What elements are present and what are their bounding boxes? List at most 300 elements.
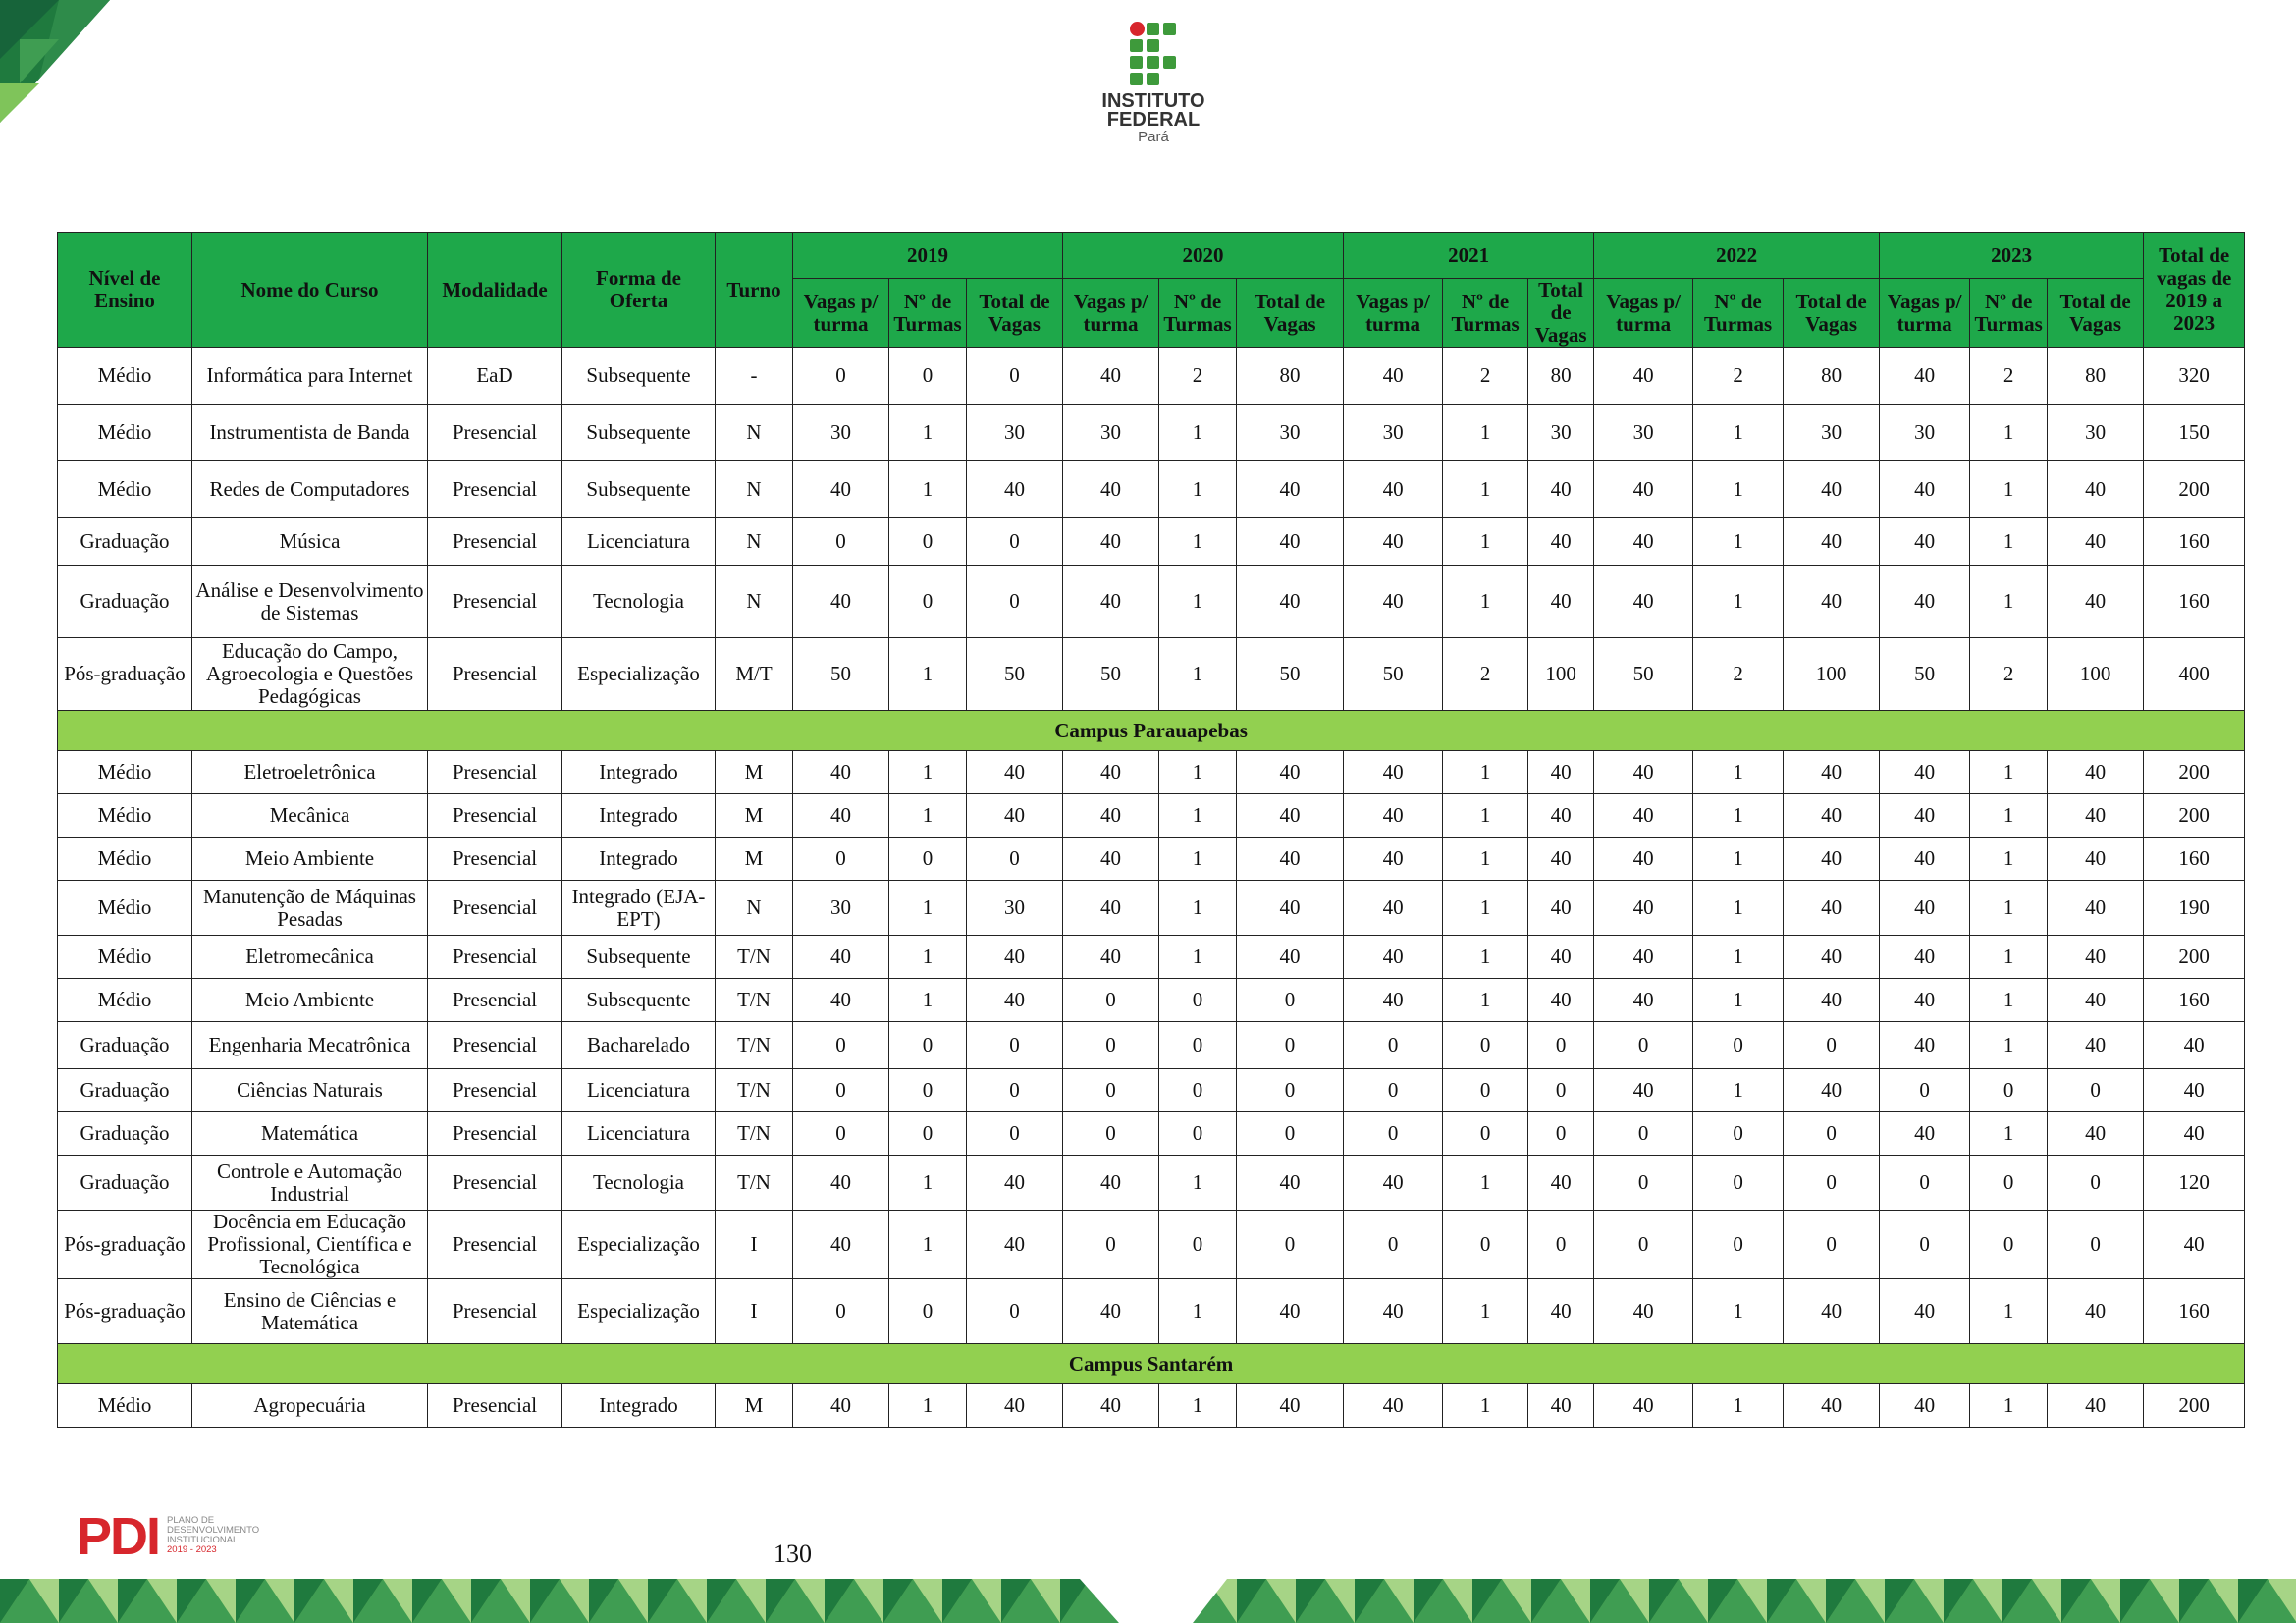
table-cell: 30 — [793, 405, 889, 461]
table-cell: Presencial — [428, 1211, 562, 1279]
table-cell: 40 — [2048, 881, 2144, 936]
table-cell: T/N — [716, 1069, 793, 1112]
table-cell: 1 — [1443, 566, 1528, 638]
table-cell: 40 — [1528, 838, 1594, 881]
table-cell: 0 — [793, 838, 889, 881]
table-cell: 1 — [1693, 1279, 1784, 1344]
table-cell: 0 — [1594, 1112, 1693, 1156]
table-cell: N — [716, 881, 793, 936]
table-cell: Graduação — [58, 1112, 192, 1156]
table-cell: 0 — [967, 1112, 1063, 1156]
table-body — [58, 348, 2245, 1428]
table-cell: 1 — [1443, 979, 1528, 1022]
table-cell: T/N — [716, 1156, 793, 1211]
table-cell: 1 — [1970, 936, 2048, 979]
table-cell: 40 — [1784, 751, 1880, 794]
table-cell: Presencial — [428, 1112, 562, 1156]
table-cell: Agropecuária — [192, 1384, 428, 1428]
table-cell: Médio — [58, 979, 192, 1022]
table-cell: 0 — [793, 348, 889, 405]
table-cell: 40 — [1237, 751, 1344, 794]
table-cell: 1 — [1693, 838, 1784, 881]
table-cell: 1 — [1159, 1384, 1237, 1428]
table-cell: 0 — [967, 566, 1063, 638]
table-cell: 200 — [2144, 1384, 2245, 1428]
table-cell: 2 — [1693, 348, 1784, 405]
table-cell: 1 — [1159, 838, 1237, 881]
table-cell: Médio — [58, 936, 192, 979]
table-cell: 0 — [1880, 1069, 1970, 1112]
header-modalidade: Modalidade — [428, 233, 562, 348]
table-cell: 40 — [1237, 881, 1344, 936]
table-cell: 40 — [1594, 348, 1693, 405]
header-total-vagas: Total de Vagas — [1784, 279, 1880, 348]
table-cell: 200 — [2144, 461, 2245, 518]
table-cell: 40 — [1528, 881, 1594, 936]
table-cell: 40 — [1528, 1384, 1594, 1428]
table-cell: Integrado — [562, 794, 716, 838]
table-cell: 1 — [1443, 518, 1528, 566]
table-cell: 160 — [2144, 979, 2245, 1022]
table-cell: Presencial — [428, 1156, 562, 1211]
table-cell: 40 — [793, 1384, 889, 1428]
table-cell: 0 — [1063, 1211, 1159, 1279]
table-cell: 1 — [1693, 794, 1784, 838]
table-cell: 40 — [1528, 461, 1594, 518]
table-cell: 40 — [967, 1211, 1063, 1279]
table-row — [58, 794, 2245, 838]
table-cell: 80 — [1784, 348, 1880, 405]
table-cell: 40 — [1880, 838, 1970, 881]
table-cell: Bacharelado — [562, 1022, 716, 1069]
table-cell: Eletroeletrônica — [192, 751, 428, 794]
table-cell: 40 — [1528, 936, 1594, 979]
table-row — [58, 1069, 2245, 1112]
table-cell: Médio — [58, 751, 192, 794]
table-cell: Graduação — [58, 1069, 192, 1112]
table-cell: 0 — [889, 1022, 967, 1069]
table-cell: 40 — [2048, 794, 2144, 838]
header-vagas-turma: Vagas p/ turma — [1880, 279, 1970, 348]
table-cell: Integrado (EJA-EPT) — [562, 881, 716, 936]
table-cell: 160 — [2144, 1279, 2245, 1344]
table-row — [58, 566, 2245, 638]
table-cell: 0 — [889, 1112, 967, 1156]
table-cell: 40 — [967, 751, 1063, 794]
table-cell: 40 — [1063, 461, 1159, 518]
table-cell: Licenciatura — [562, 518, 716, 566]
table-cell: 40 — [793, 751, 889, 794]
table-cell: Médio — [58, 838, 192, 881]
table-cell: 0 — [1443, 1069, 1528, 1112]
campus-row — [58, 711, 2245, 751]
table-cell: 40 — [2048, 1022, 2144, 1069]
table-cell: 80 — [1528, 348, 1594, 405]
table-cell: 40 — [1880, 1279, 1970, 1344]
table-cell: 40 — [1880, 794, 1970, 838]
table-cell: 40 — [967, 461, 1063, 518]
table-cell: 40 — [1237, 461, 1344, 518]
table-cell: 40 — [1344, 1384, 1443, 1428]
table-cell: 1 — [889, 1156, 967, 1211]
table-cell: 40 — [967, 1384, 1063, 1428]
table-cell: 0 — [2048, 1156, 2144, 1211]
table-cell: 2 — [1970, 348, 2048, 405]
table-cell: 40 — [1344, 1156, 1443, 1211]
table-cell: Tecnologia — [562, 1156, 716, 1211]
table-cell: Presencial — [428, 881, 562, 936]
table-cell: 40 — [1063, 1279, 1159, 1344]
table-cell: 40 — [1594, 461, 1693, 518]
table-cell: 40 — [1784, 881, 1880, 936]
table-cell: 0 — [1693, 1112, 1784, 1156]
table-cell: Presencial — [428, 979, 562, 1022]
table-cell: 0 — [1063, 979, 1159, 1022]
table-cell: 40 — [2048, 838, 2144, 881]
table-cell: 1 — [889, 638, 967, 711]
table-cell: Redes de Computadores — [192, 461, 428, 518]
table-cell: 1 — [1693, 405, 1784, 461]
table-cell: 0 — [793, 1112, 889, 1156]
table-cell: 50 — [1594, 638, 1693, 711]
pdi-logo — [77, 1507, 293, 1566]
table-cell: 1 — [889, 881, 967, 936]
table-cell: 0 — [1784, 1156, 1880, 1211]
table-cell: N — [716, 566, 793, 638]
table-cell: T/N — [716, 1022, 793, 1069]
table-cell: 40 — [1344, 348, 1443, 405]
table-row — [58, 348, 2245, 405]
table-cell: 40 — [1880, 1022, 1970, 1069]
table-cell: Análise e Desenvolvimento de Sistemas — [192, 566, 428, 638]
table-cell: 0 — [1237, 1022, 1344, 1069]
table-cell: 40 — [2048, 566, 2144, 638]
table-row — [58, 751, 2245, 794]
table-cell: 1 — [1970, 405, 2048, 461]
table-cell: 120 — [2144, 1156, 2245, 1211]
table-cell: 40 — [1784, 1279, 1880, 1344]
header-curso: Nome do Curso — [192, 233, 428, 348]
table-cell: 0 — [2048, 1069, 2144, 1112]
table-cell: 0 — [1693, 1022, 1784, 1069]
table-cell: 0 — [1237, 979, 1344, 1022]
table-cell: 40 — [1063, 348, 1159, 405]
table-cell: 30 — [1344, 405, 1443, 461]
table-cell: 40 — [1344, 936, 1443, 979]
table-cell: 0 — [889, 348, 967, 405]
table-cell: Ciências Naturais — [192, 1069, 428, 1112]
table-cell: 0 — [1970, 1069, 2048, 1112]
table-cell: Presencial — [428, 405, 562, 461]
table-cell: 40 — [1784, 794, 1880, 838]
table-cell: 40 — [1594, 518, 1693, 566]
table-cell: 0 — [2048, 1211, 2144, 1279]
table-cell: 40 — [1237, 936, 1344, 979]
table-cell: 0 — [1528, 1112, 1594, 1156]
table-cell: 1 — [1693, 1069, 1784, 1112]
campus-name: Campus Parauapebas — [58, 711, 2245, 751]
table-cell: 0 — [1344, 1112, 1443, 1156]
table-cell: 190 — [2144, 881, 2245, 936]
table-cell: 40 — [2048, 936, 2144, 979]
table-cell: 40 — [2144, 1211, 2245, 1279]
table-cell: Presencial — [428, 1279, 562, 1344]
table-cell: Especialização — [562, 1211, 716, 1279]
table-cell: 40 — [2048, 518, 2144, 566]
table-cell: 1 — [1693, 566, 1784, 638]
table-cell: 160 — [2144, 566, 2245, 638]
table-cell: 40 — [1344, 979, 1443, 1022]
header-vagas-turma: Vagas p/ turma — [1594, 279, 1693, 348]
table-cell: 40 — [967, 794, 1063, 838]
table-cell: 40 — [1880, 881, 1970, 936]
table-cell: Graduação — [58, 1022, 192, 1069]
table-cell: 1 — [1443, 936, 1528, 979]
table-cell: Pós-graduação — [58, 1279, 192, 1344]
pdi-line3: INSTITUCIONAL — [167, 1535, 239, 1545]
table-cell: 200 — [2144, 936, 2245, 979]
table-cell: 0 — [1880, 1156, 1970, 1211]
table-cell: 40 — [1784, 838, 1880, 881]
table-cell: 0 — [967, 518, 1063, 566]
table-cell: 0 — [1443, 1112, 1528, 1156]
table-cell: 1 — [889, 1211, 967, 1279]
table-cell: Pós-graduação — [58, 1211, 192, 1279]
table-cell: 40 — [1880, 751, 1970, 794]
table-cell: Meio Ambiente — [192, 979, 428, 1022]
table-cell: 1 — [1159, 461, 1237, 518]
table-cell: 40 — [1880, 566, 1970, 638]
table-cell: EaD — [428, 348, 562, 405]
table-cell: 50 — [1880, 638, 1970, 711]
table-cell: 0 — [889, 518, 967, 566]
table-cell: 40 — [1594, 566, 1693, 638]
table-cell: 40 — [793, 1211, 889, 1279]
table-cell: Presencial — [428, 638, 562, 711]
table-cell: 1 — [889, 461, 967, 518]
table-row — [58, 1112, 2245, 1156]
table-cell: 0 — [793, 1069, 889, 1112]
table-cell: 0 — [793, 518, 889, 566]
table-cell: 1 — [1970, 566, 2048, 638]
table-cell: Subsequente — [562, 348, 716, 405]
table-cell: Eletromecânica — [192, 936, 428, 979]
table-cell: 30 — [1784, 405, 1880, 461]
table-cell: 50 — [1344, 638, 1443, 711]
footer-decoration — [0, 1579, 2296, 1623]
table-cell: 40 — [1063, 518, 1159, 566]
table-cell: 400 — [2144, 638, 2245, 711]
table-cell: 80 — [1237, 348, 1344, 405]
table-cell: Presencial — [428, 794, 562, 838]
table-cell: 0 — [1594, 1211, 1693, 1279]
instituto-federal-logo — [1095, 22, 1212, 149]
table-row — [58, 461, 2245, 518]
table-cell: 40 — [1237, 518, 1344, 566]
table-cell: 200 — [2144, 794, 2245, 838]
table-cell: 40 — [1594, 838, 1693, 881]
header-total-geral: Total de vagas de 2019 a 2023 — [2144, 233, 2245, 348]
table-cell: 0 — [1693, 1156, 1784, 1211]
table-cell: 40 — [1784, 936, 1880, 979]
table-cell: 2 — [1443, 638, 1528, 711]
table-cell: 0 — [1528, 1069, 1594, 1112]
table-cell: 0 — [967, 1279, 1063, 1344]
table-cell: 2 — [1970, 638, 2048, 711]
table-cell: Médio — [58, 794, 192, 838]
table-row — [58, 638, 2245, 711]
table-cell: Integrado — [562, 751, 716, 794]
table-cell: 40 — [1237, 566, 1344, 638]
table-cell: 2 — [1693, 638, 1784, 711]
table-cell: 0 — [1970, 1211, 2048, 1279]
table-cell: 0 — [889, 1069, 967, 1112]
table-cell: T/N — [716, 1112, 793, 1156]
table-cell: - — [716, 348, 793, 405]
header-n-turmas: Nº de Turmas — [889, 279, 967, 348]
table-cell: 1 — [1970, 979, 2048, 1022]
table-row — [58, 936, 2245, 979]
header-year-2019: 2019 — [793, 233, 1063, 279]
table-cell: 1 — [1970, 1279, 2048, 1344]
header-total-vagas: Total de Vagas — [1237, 279, 1344, 348]
table-cell: 1 — [1159, 638, 1237, 711]
table-cell: 40 — [1344, 751, 1443, 794]
table-cell: 30 — [1594, 405, 1693, 461]
table-cell: Graduação — [58, 1156, 192, 1211]
header-total-vagas: Total de Vagas — [2048, 279, 2144, 348]
logo-text-federal: FEDERAL — [1106, 109, 1201, 131]
table-cell: Integrado — [562, 838, 716, 881]
table-cell: 100 — [1784, 638, 1880, 711]
table-cell: 0 — [1237, 1069, 1344, 1112]
table-cell: Presencial — [428, 518, 562, 566]
header-n-turmas: Nº de Turmas — [1970, 279, 2048, 348]
table-cell: Educação do Campo, Agroecologia e Questões Pedagógicas — [192, 638, 428, 711]
table-cell: 1 — [1159, 1279, 1237, 1344]
table-cell: Licenciatura — [562, 1069, 716, 1112]
table-cell: 0 — [1237, 1112, 1344, 1156]
table-cell: 1 — [1443, 1279, 1528, 1344]
table-cell: 30 — [793, 881, 889, 936]
table-cell: M — [716, 794, 793, 838]
table-row — [58, 1156, 2245, 1211]
header-n-turmas: Nº de Turmas — [1693, 279, 1784, 348]
table-cell: 0 — [1063, 1022, 1159, 1069]
table-row — [58, 881, 2245, 936]
table-cell: 0 — [1594, 1022, 1693, 1069]
header-vagas-turma: Vagas p/ turma — [1344, 279, 1443, 348]
table-cell: 40 — [1594, 794, 1693, 838]
table-cell: 1 — [1693, 881, 1784, 936]
header-n-turmas: Nº de Turmas — [1159, 279, 1237, 348]
header-vagas-turma: Vagas p/ turma — [1063, 279, 1159, 348]
table-cell: 40 — [2048, 1112, 2144, 1156]
header-year-2022: 2022 — [1594, 233, 1880, 279]
table-cell: 1 — [1443, 794, 1528, 838]
table-cell: Mecânica — [192, 794, 428, 838]
table-cell: 0 — [1880, 1211, 1970, 1279]
header-total-vagas: Total de Vagas — [1528, 279, 1594, 348]
table-cell: 40 — [1528, 1156, 1594, 1211]
vagas-table — [57, 232, 2245, 1428]
table-cell: Médio — [58, 348, 192, 405]
table-cell: 0 — [1063, 1069, 1159, 1112]
table-cell: 0 — [889, 1279, 967, 1344]
table-cell: 30 — [967, 881, 1063, 936]
table-cell: 40 — [1344, 566, 1443, 638]
table-cell: 0 — [1594, 1156, 1693, 1211]
table-cell: Subsequente — [562, 405, 716, 461]
table-cell: 1 — [1970, 751, 2048, 794]
table-cell: Música — [192, 518, 428, 566]
table-cell: Meio Ambiente — [192, 838, 428, 881]
table-cell: 40 — [2144, 1069, 2245, 1112]
table-cell: 0 — [967, 348, 1063, 405]
table-cell: 320 — [2144, 348, 2245, 405]
table-cell: Controle e Automação Industrial — [192, 1156, 428, 1211]
table-cell: 0 — [967, 1022, 1063, 1069]
table-cell: 40 — [1880, 1112, 1970, 1156]
header-turno: Turno — [716, 233, 793, 348]
table-cell: 40 — [1594, 751, 1693, 794]
table-cell: 40 — [1063, 751, 1159, 794]
table-cell: 1 — [889, 751, 967, 794]
table-cell: 40 — [1237, 1279, 1344, 1344]
table-cell: 160 — [2144, 838, 2245, 881]
table-cell: 40 — [1344, 838, 1443, 881]
table-cell: Presencial — [428, 838, 562, 881]
table-cell: 40 — [967, 1156, 1063, 1211]
table-cell: Presencial — [428, 566, 562, 638]
table-cell: 2 — [1443, 348, 1528, 405]
table-cell: 30 — [2048, 405, 2144, 461]
table-cell: 150 — [2144, 405, 2245, 461]
table-cell: M — [716, 838, 793, 881]
header-n-turmas: Nº de Turmas — [1443, 279, 1528, 348]
table-cell: 40 — [1594, 1279, 1693, 1344]
table-cell: 1 — [1970, 881, 2048, 936]
table-cell: Médio — [58, 405, 192, 461]
table-cell: 160 — [2144, 518, 2245, 566]
table-cell: 100 — [2048, 638, 2144, 711]
table-cell: Médio — [58, 461, 192, 518]
table-cell: 1 — [889, 1384, 967, 1428]
table-cell: 50 — [1237, 638, 1344, 711]
table-cell: 40 — [1344, 461, 1443, 518]
table-cell: Subsequente — [562, 979, 716, 1022]
table-cell: 1 — [1443, 751, 1528, 794]
table-cell: 40 — [1880, 518, 1970, 566]
table-cell: Especialização — [562, 1279, 716, 1344]
table-cell: 0 — [1159, 1022, 1237, 1069]
table-cell: 0 — [1443, 1022, 1528, 1069]
table-cell: Integrado — [562, 1384, 716, 1428]
table-cell: 1 — [889, 979, 967, 1022]
table-cell: 0 — [1159, 1211, 1237, 1279]
table-cell: 40 — [1594, 881, 1693, 936]
table-cell: N — [716, 461, 793, 518]
table-cell: Presencial — [428, 936, 562, 979]
table-cell: 40 — [1784, 518, 1880, 566]
header-total-vagas: Total de Vagas — [967, 279, 1063, 348]
table-cell: 1 — [1159, 1156, 1237, 1211]
table-cell: 40 — [1344, 1279, 1443, 1344]
table-cell: 40 — [1237, 838, 1344, 881]
table-cell: 1 — [889, 936, 967, 979]
table-cell: 1 — [1693, 936, 1784, 979]
header-year-2021: 2021 — [1344, 233, 1594, 279]
